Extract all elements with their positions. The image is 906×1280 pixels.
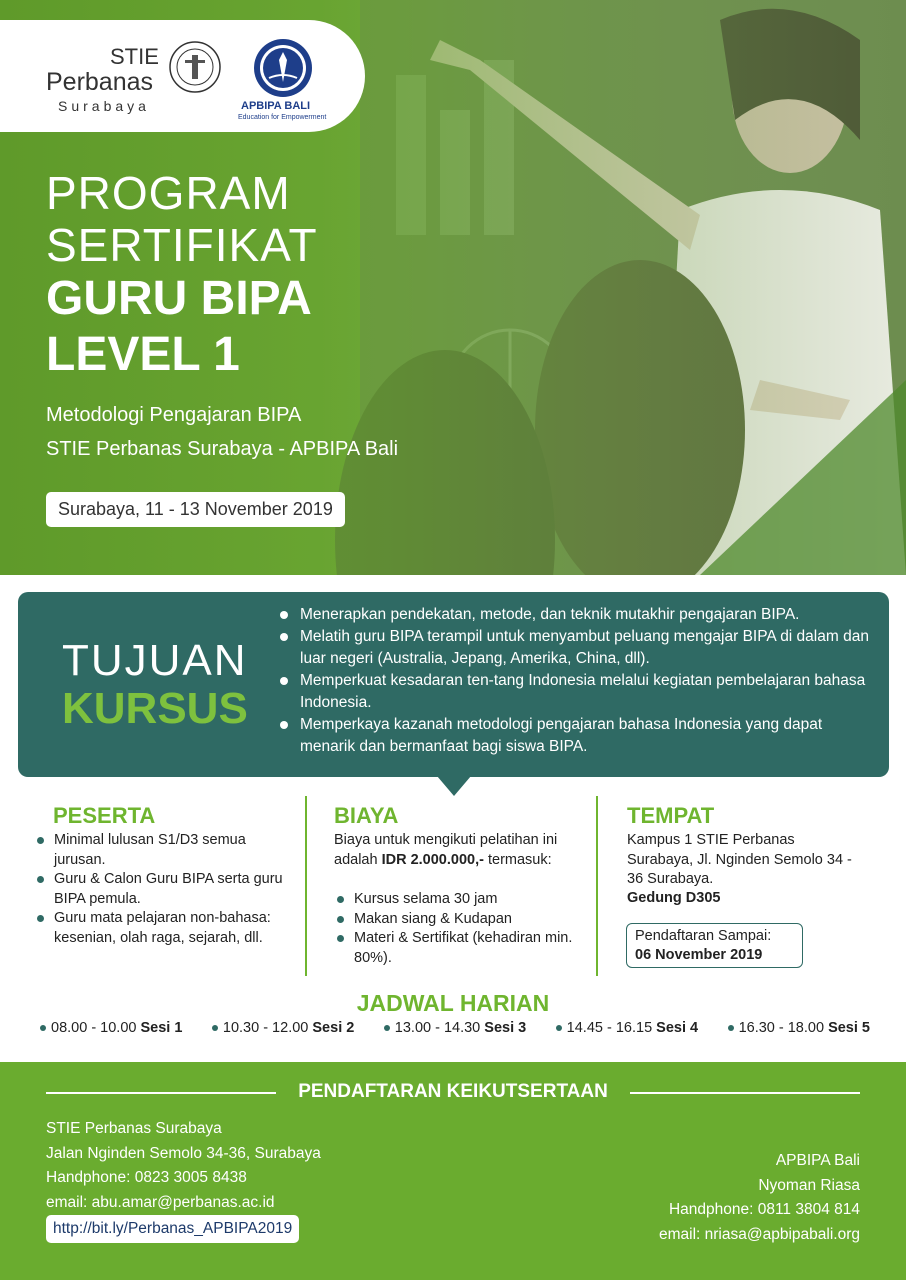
- apbipa-contact: [659, 1149, 860, 1247]
- subtitle-line-1: Metodologi Pengajaran BIPA: [46, 404, 302, 426]
- peserta-item: Guru mata pelajaran non-bahasa: kesenian, olah raga, sejarah, dll.: [34, 909, 284, 948]
- session-label: Sesi 4: [656, 1020, 699, 1036]
- hero-banner: [0, 0, 906, 575]
- title-line-1: PROGRAM: [46, 167, 291, 219]
- stie-logo-line1: STIE: [110, 44, 159, 69]
- apbipa-contact-person: Nyoman Riasa: [758, 1176, 860, 1194]
- apbipa-logo-name: APBIPA BALI: [241, 100, 311, 112]
- apbipa-emblem-icon: [253, 38, 313, 98]
- session-item: [40, 1020, 182, 1036]
- session-time: 08.00 - 10.00: [51, 1020, 137, 1036]
- subtitle-line-2: STIE Perbanas Surabaya - APBIPA Bali: [46, 438, 399, 460]
- footer-heading-text: PENDAFTARAN KEIKUTSERTAAN: [288, 1081, 618, 1102]
- biaya-item: Kursus selama 30 jam: [334, 890, 574, 910]
- jadwal-heading: JADWAL HARIAN: [356, 990, 550, 1016]
- biaya-heading: BIAYA: [334, 803, 399, 828]
- tujuan-heading: TUJUAN: [62, 636, 248, 685]
- biaya-intro: [334, 831, 574, 870]
- deadline-date: 06 November 2019: [635, 947, 763, 963]
- stie-contact-phone[interactable]: Handphone: 0823 3005 8438: [46, 1169, 247, 1186]
- biaya-item: Makan siang & Kudapan: [334, 910, 574, 930]
- bullet-icon: [728, 1025, 734, 1031]
- tujuan-list: [278, 604, 878, 758]
- tempat-building: Gedung D305: [627, 890, 721, 906]
- peserta-item: Minimal lulusan S1/D3 semua jurusan.: [34, 831, 284, 870]
- kursus-heading: KURSUS: [62, 684, 248, 733]
- tempat-heading: TEMPAT: [627, 803, 715, 828]
- jadwal-sessions: [40, 1020, 870, 1036]
- stie-contact-address: Jalan Nginden Semolo 34-36, Surabaya: [46, 1144, 321, 1162]
- biaya-item: Materi & Sertifikat (kehadiran min. 80%).: [334, 929, 574, 968]
- session-label: Sesi 3: [484, 1020, 527, 1036]
- tujuan-pointer: [437, 776, 471, 796]
- registration-deadline-box: [626, 923, 803, 968]
- footer-heading: [0, 1081, 906, 1103]
- biaya-list: [334, 890, 574, 968]
- bullet-icon: [212, 1025, 218, 1031]
- session-item: [212, 1020, 354, 1036]
- apbipa-contact-email[interactable]: email: nriasa@apbipabali.org: [659, 1225, 860, 1243]
- peserta-heading: PESERTA: [53, 803, 156, 828]
- stie-contact-name: STIE Perbanas Surabaya: [46, 1120, 222, 1137]
- peserta-item: Guru & Calon Guru BIPA serta guru BIPA pemula.: [34, 870, 284, 909]
- session-time: 14.45 - 16.15: [566, 1020, 653, 1036]
- session-label: Sesi 2: [312, 1020, 355, 1036]
- title-line-2: SERTIFIKAT: [46, 219, 318, 271]
- session-item: [556, 1020, 698, 1036]
- title-line-3: GURU BIPA: [46, 272, 312, 325]
- tujuan-item: Memperkaya kazanah metodologi pengajaran bahasa Indonesia yang dapat menarik dan bermanfaat bagi siswa BIPA.: [278, 714, 878, 758]
- column-divider: [305, 796, 307, 976]
- peserta-list: [34, 831, 284, 948]
- title-line-4: LEVEL 1: [46, 328, 240, 381]
- registration-link[interactable]: http://bit.ly/Perbanas_APBIPA2019: [46, 1215, 299, 1243]
- apbipa-contact-phone[interactable]: Handphone: 0811 3804 814: [668, 1201, 860, 1218]
- stie-contact: [46, 1117, 321, 1215]
- biaya-amount: IDR 2.000.000,-: [381, 851, 484, 868]
- apbipa-logo-tagline: Education for Empowerment: [238, 114, 327, 121]
- stie-perbanas-logo: [46, 44, 181, 126]
- session-item: [728, 1020, 870, 1036]
- apbipa-contact-name: APBIPA Bali: [775, 1152, 860, 1169]
- session-item: [384, 1020, 526, 1036]
- event-date-badge: Surabaya, 11 - 13 November 2019: [46, 492, 345, 527]
- bullet-icon: [556, 1025, 562, 1031]
- tujuan-item: Melatih guru BIPA terampil untuk menyambut peluang mengajar BIPA di dalam dan luar negeri (Australia, Jepang, Amerika, China, dll).: [278, 626, 878, 670]
- stie-logo-line2: Perbanas: [46, 68, 154, 96]
- tempat-address: Kampus 1 STIE Perbanas Surabaya, Jl. Nginden Semolo 34 - 36 Surabaya.: [627, 832, 852, 887]
- deadline-label: Pendaftaran Sampai:: [635, 928, 772, 944]
- session-time: 10.30 - 12.00: [222, 1020, 309, 1036]
- biaya-intro-suffix: termasuk:: [483, 851, 552, 868]
- stie-logo-line3: Surabaya: [58, 98, 150, 114]
- tujuan-item: Menerapkan pendekatan, metode, dan teknik mutakhir pengajaran BIPA.: [278, 604, 878, 626]
- session-label: Sesi 1: [140, 1020, 183, 1036]
- session-label: Sesi 5: [828, 1020, 870, 1036]
- stie-contact-email[interactable]: email: abu.amar@perbanas.ac.id: [46, 1193, 275, 1211]
- bullet-icon: [384, 1025, 390, 1031]
- biaya-intro-text: Biaya untuk mengikuti pelatihan ini adalah: [334, 832, 558, 868]
- column-divider: [596, 796, 598, 976]
- tujuan-item: Memperkuat kesadaran ten-tang Indonesia melalui kegiatan pembelajaran bahasa Indonesia.: [278, 670, 878, 714]
- session-time: 16.30 - 18.00: [738, 1020, 825, 1036]
- bullet-icon: [40, 1025, 46, 1031]
- session-time: 13.00 - 14.30: [394, 1020, 481, 1036]
- seal-icon: [168, 40, 222, 94]
